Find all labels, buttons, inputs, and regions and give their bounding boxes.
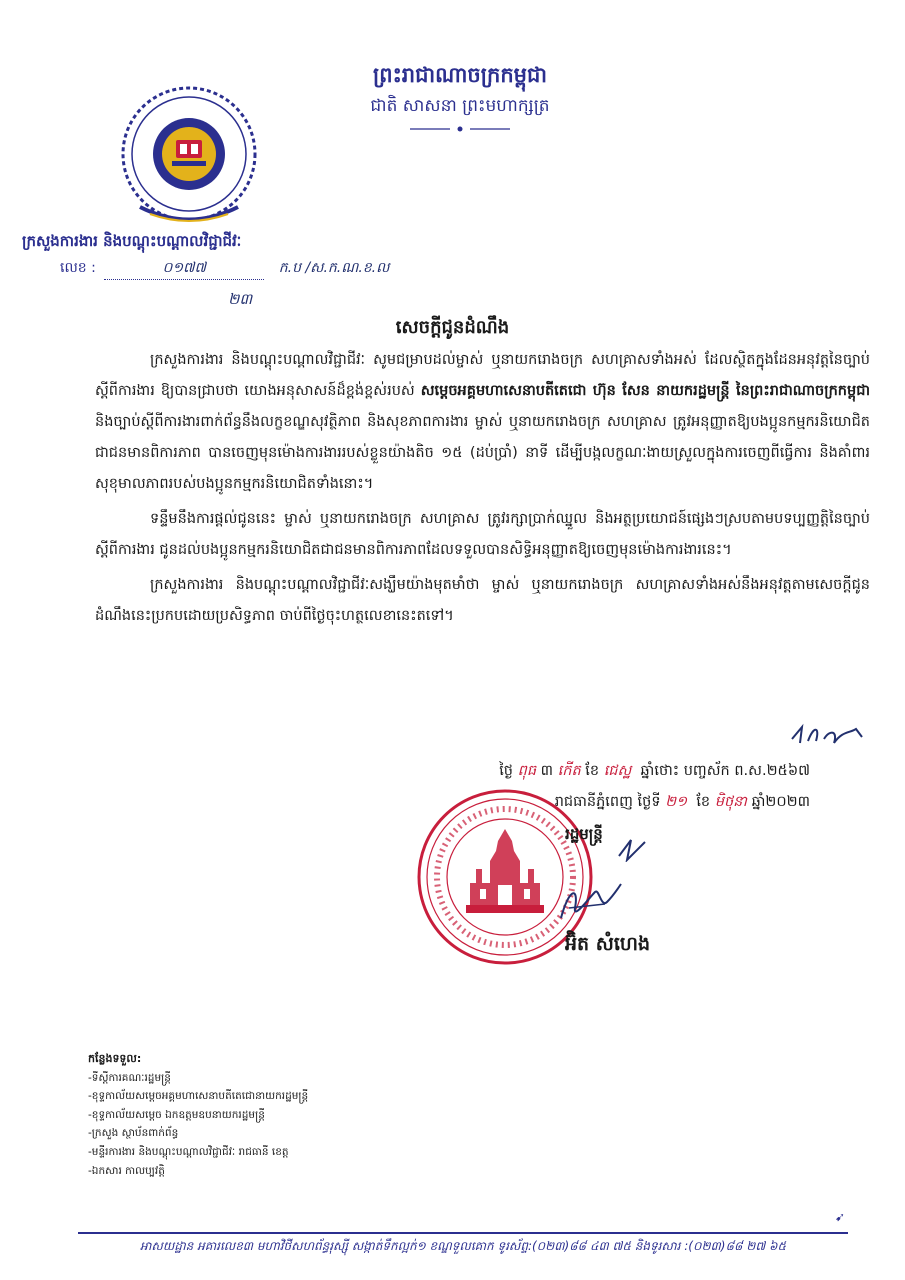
- prime-minister-reference: សម្តេចអគ្គមហាសេនាបតីតេជោ ហ៊ុន សែន នាយករដ្ឋមន្ត្រី នៃព្រះរាជាណាចក្រកម្ពុជា: [420, 383, 870, 399]
- lunar-month-label: ខែ: [585, 763, 600, 779]
- solar-prefix: រាជធានីភ្នំពេញ ថ្ងៃទី: [554, 794, 661, 810]
- handwritten-initial: [790, 721, 865, 749]
- solar-year: ឆ្នាំ២០២៣: [751, 794, 810, 810]
- lunar-month: ជេស្ឋ: [603, 763, 632, 779]
- paragraph-3: ក្រសួងការងារ និងបណ្តុះបណ្តាលវិជ្ជាជីវៈសង្ឃឹមយ៉ាងមុតមាំថា ម្ចាស់ ឬនាយករោងចក្រ សហគ្រាសទាំងអស់នឹងអនុវត្តតាមសេចក្តីជូនដំណឹងនេះប្រកបដោយប្រសិទ្ធភាព ចាប់ពីថ្ងៃចុះហត្ថលេខានេះតទៅ។: [95, 577, 870, 624]
- ref-number: ០១៧៧: [104, 258, 264, 280]
- lunar-day: ពុធ: [517, 763, 537, 779]
- lunar-number: ៣: [540, 763, 554, 779]
- recipient-item: -ខុទ្ទកាល័យសម្តេច ឯកឧត្តមឧបនាយករដ្ឋមន្ត្រី: [88, 1108, 265, 1121]
- footer-divider: [78, 1232, 848, 1234]
- lunar-date-line: [499, 762, 810, 783]
- title-initial: [615, 836, 655, 862]
- corner-tick-mark: ➹: [835, 1210, 846, 1224]
- minister-signature: [555, 878, 625, 928]
- ref-code: ក.ប /ស.ក.ណ.ខ.ល: [278, 260, 390, 276]
- lunar-prefix: ថ្ងៃ: [499, 763, 513, 779]
- motto-ornament: [410, 126, 510, 132]
- national-motto: ជាតិ សាសនា ព្រះមហាក្សត្រ: [370, 96, 550, 116]
- solar-day: ២១: [665, 794, 688, 810]
- recipient-item: -មន្ទីរការងារ និងបណ្តុះបណ្តាលវិជ្ជាជីវៈ រាជធានី ខេត្ត: [88, 1145, 289, 1158]
- kingdom-heading: ព្រះរាជាណាចក្រកម្ពុជា: [372, 62, 547, 87]
- recipients-list: [88, 1050, 308, 1180]
- recipient-item: -ទីស្តីការគណៈរដ្ឋមន្ត្រី: [88, 1071, 171, 1084]
- ref-label: លេខ :: [60, 260, 96, 276]
- ministry-logo: [110, 82, 268, 232]
- signatory-title: រដ្ឋមន្ត្រី: [565, 825, 603, 843]
- ministry-name: ក្រសួងការងារ និងបណ្តុះបណ្តាលវិជ្ជាជីវៈ: [22, 232, 242, 250]
- recipient-item: -ខុទ្ទកាល័យសម្តេចអគ្គមហាសេនាបតីតេជោនាយករដ្ឋមន្ត្រី: [88, 1090, 309, 1103]
- paragraph-1-start: ក្រសួងការងារ និងបណ្តុះបណ្តាលវិជ្ជាជីវៈ សូមជម្រាបដល់ម្ចាស់ ឬនាយករោងចក្រ សហគ្រាសទាំងអស់ ដែលស្ថិតក្នុងដែនអនុវត្តនៃច្បាប់ស្តីពីការងារ ឱ្យបានជ្រាបថា យោងអនុសាសន៍ដ៏ខ្ពង់ខ្ពស់របស់: [95, 352, 870, 399]
- signatory-name: អ៊ិត សំហេង: [565, 933, 651, 955]
- ref-handwritten-extra: ២៣: [228, 290, 253, 308]
- document-title: សេចក្តីជូនដំណឹង: [395, 317, 510, 338]
- footer-address: អាសយដ្ឋាន អគារលេខ៣ មហាវិថីសហព័ន្ធរុស្ស៊ី សង្កាត់ទឹកល្អក់១ ខណ្ឌទួលគោក ទូរស័ព្ទ:(០២៣)៨៨ ៤៣ ៧៥ និងទូរសារ :(០២៣)៨៨ ២៧ ៦៥: [139, 1239, 787, 1253]
- recipient-item: -ឯកសារ កាលប្បវត្តិ: [88, 1164, 165, 1177]
- lunar-year: ឆ្នាំថោះ បញ្ចស័ក ព.ស.២៥៦៧: [640, 763, 810, 779]
- solar-month-label: ខែ: [696, 794, 711, 810]
- recipient-item: -ក្រសួង ស្ថាប័នពាក់ព័ន្ធ: [88, 1127, 179, 1140]
- lunar-phase: កើត: [557, 763, 581, 779]
- paragraph-1: [95, 345, 870, 500]
- notice-body: [95, 345, 870, 636]
- paragraph-2: ទន្ទឹមនឹងការផ្តល់ជូននេះ ម្ចាស់ ឬនាយករោងចក្រ សហគ្រាស ត្រូវរក្សាប្រាក់ឈ្នួល និងអត្ថប្រយោជន៍ផ្សេងៗស្របតាមបទប្បញ្ញត្តិនៃច្បាប់ស្តីពីការងារ ជូនដល់បងប្អូនកម្មករនិយោជិតជាជនមានពិការភាពដែលទទួលបានសិទ្ធិអនុញ្ញាតឱ្យចេញមុនម៉ោងការងារនេះ។: [95, 511, 870, 558]
- recipients-heading: កន្លែងទទួល:: [88, 1052, 142, 1065]
- reference-number-row: [60, 258, 389, 280]
- paragraph-1-end: និងច្បាប់ស្តីពីការងារពាក់ព័ន្ធនឹងលក្ខខណ្ឌសុវត្ថិភាព និងសុខភាពការងារ ម្ចាស់ ឬនាយករោងចក្រ សហគ្រាស ត្រូវអនុញ្ញាតឱ្យបងប្អូនកម្មករនិយោជិតជាជនមានពិការភាព បានចេញមុនម៉ោងការងាររបស់ខ្លួនយ៉ាងតិច ១៥ (ដប់ប្រាំ) នាទី ដើម្បីបង្កលក្ខណៈងាយស្រួលក្នុងការចេញពីធ្វើការ និងគាំពារសុខុមាលភាពរបស់បងប្អូនកម្មករនិយោជិតទាំងនោះ។: [95, 414, 870, 492]
- solar-month: មិថុនា: [714, 794, 747, 810]
